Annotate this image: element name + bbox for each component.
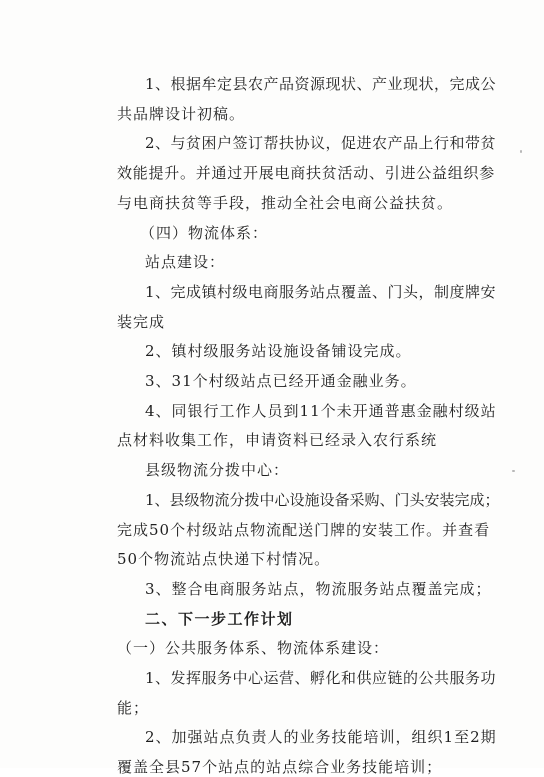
text-line: 效能提升。并通过开展电商扶贫活动、引进公益组织参 bbox=[117, 164, 496, 182]
text-line: 2、与贫困户签订帮扶协议，促进农产品上行和带贫 bbox=[145, 134, 497, 152]
text-line: 能； bbox=[117, 699, 150, 717]
text-line: 共品牌设计初稿。 bbox=[117, 105, 246, 123]
subheading: 站点建设： bbox=[145, 253, 226, 271]
text-line: 50个物流站点快递下村情况。 bbox=[117, 550, 331, 568]
scan-speck bbox=[512, 470, 515, 472]
text-line: 覆盖全县57个站点的站点综合业务技能培训； bbox=[117, 758, 443, 776]
text-line: 2、加强站点负责人的业务技能培训，组织1至2期 bbox=[145, 728, 497, 746]
section-heading: （一）公共服务体系、物流体系建设： bbox=[117, 639, 390, 657]
text-line: 1、县级物流分拨中心设施设备采购、门头安装完成； bbox=[145, 491, 500, 509]
text-line: 3、31个村级站点已经开通金融业务。 bbox=[145, 372, 417, 390]
text-line: 2、镇村级服务站设施设备铺设完成。 bbox=[145, 342, 412, 360]
subheading: 县级物流分拨中心： bbox=[145, 461, 290, 479]
text-line: 1、发挥服务中心运营、孵化和供应链的公共服务功 bbox=[145, 669, 497, 687]
text-line: 与电商扶贫等手段，推动全社会电商公益扶贫。 bbox=[117, 194, 454, 212]
section-title: 二、下一步工作计划 bbox=[145, 610, 294, 628]
text-line: 3、整合电商服务站点，物流服务站点覆盖完成； bbox=[145, 580, 492, 598]
text-line: 1、根据牟定县农产品资源现状、产业现状，完成公 bbox=[145, 75, 497, 93]
text-line: 4、同银行工作人员到11个未开通普惠金融村级站 bbox=[145, 402, 497, 420]
text-line: 完成50个村级站点物流配送门牌的安装工作。并查看 bbox=[117, 521, 491, 539]
scan-speck bbox=[520, 150, 522, 153]
text-line: 点材料收集工作，申请资料已经录入农行系统 bbox=[117, 431, 438, 449]
text-line: 装完成 bbox=[117, 313, 166, 331]
text-line: 1、完成镇村级电商服务站点覆盖、门头，制度牌安 bbox=[145, 283, 497, 301]
section-heading: （四）物流体系： bbox=[140, 224, 269, 242]
